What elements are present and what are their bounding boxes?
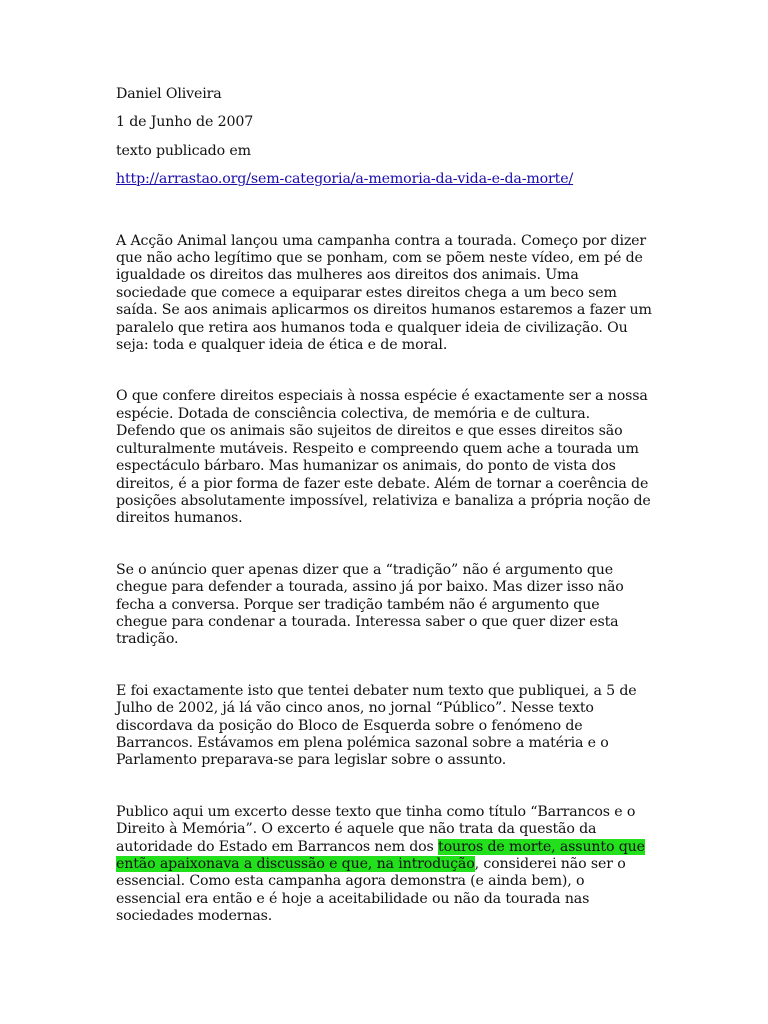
document-page (116, 86, 652, 926)
published-label: texto publicado em (116, 142, 251, 159)
source-link-line (116, 171, 652, 188)
paragraph-5-before: Publico aqui um excerto desse texto que tinha como título “Barrancos e o Direito à Memória”. O excerto é aquele que não trata da questão da autoridade do Estado em Barrancos nem dos (116, 803, 636, 855)
paragraph-5 (116, 804, 652, 926)
paragraph-gap (116, 649, 652, 683)
paragraph-gap (116, 770, 652, 804)
highlighted-text: touros de morte, assunto que então apaixonava a discussão e que, na introdução (116, 838, 645, 872)
paragraph-4: E foi exactamente isto que tentei debater num texto que publiquei, a 5 de Julho de 2002, já lá vão cinco anos, no jornal “Público”. Nesse texto discordava da posição do Bloco de Esquerda sobre o fenómeno de Barrancos. Estávamos em plena polémica sazonal sobre a matéria e o Parlamento preparava-se para legislar sobre o assunto. (116, 682, 637, 769)
publication-date: 1 de Junho de 2007 (116, 114, 254, 131)
source-url-link[interactable]: http://arrastao.org/sem-categoria/a-memoria-da-vida-e-da-morte/ (116, 171, 574, 188)
paragraph-3: Se o anúncio quer apenas dizer que a “tradição” não é argumento que chegue para defender a tourada, assino já por baixo. Mas dizer isso não fecha a conversa. Porque ser tradição também não é argumento que chegue para condenar a tourada. Interessa saber o que quer dizer esta tradição. (116, 561, 624, 648)
paragraph-gap (116, 528, 652, 562)
paragraph-1: A Acção Animal lançou uma campanha contra a tourada. Começo por dizer que não acho legítimo que se ponham, com se põem neste vídeo, em pé de igualdade os direitos das mulheres aos direitos dos animais. Uma sociedade que comece a equiparar estes direitos chega a um beco sem saída. Se aos animais aplicarmos os direitos humanos estaremos a fazer um paralelo que retira aos humanos toda e qualquer ideia de civilização. Ou seja: toda e qualquer ideia de ética e de moral. (116, 232, 652, 354)
author-name: Daniel Oliveira (116, 86, 222, 102)
paragraph-gap (116, 354, 652, 388)
paragraph-2: O que confere direitos especiais à nossa espécie é exactamente ser a nossa espécie. Dotada de consciência colectiva, de memória e de cultura. Defendo que os animais são sujeitos de direitos e que esses direitos são culturalmente mutáveis. Respeito e compreendo quem ache a tourada um espectáculo bárbaro. Mas humanizar os animais, do ponto de vista dos direitos, é a pior forma de fazer este debate. Além de tornar a coerência de posições absolutamente impossível, relativiza e banaliza a própria noção de direitos humanos. (116, 388, 651, 527)
spacer (116, 200, 652, 233)
paragraph-5-after: , considerei não ser o essencial. Como esta campanha agora demonstra (e ainda bem), o essencial era então e é hoje a aceitabilidade ou não da tourada nas sociedades modernas. (116, 856, 626, 925)
